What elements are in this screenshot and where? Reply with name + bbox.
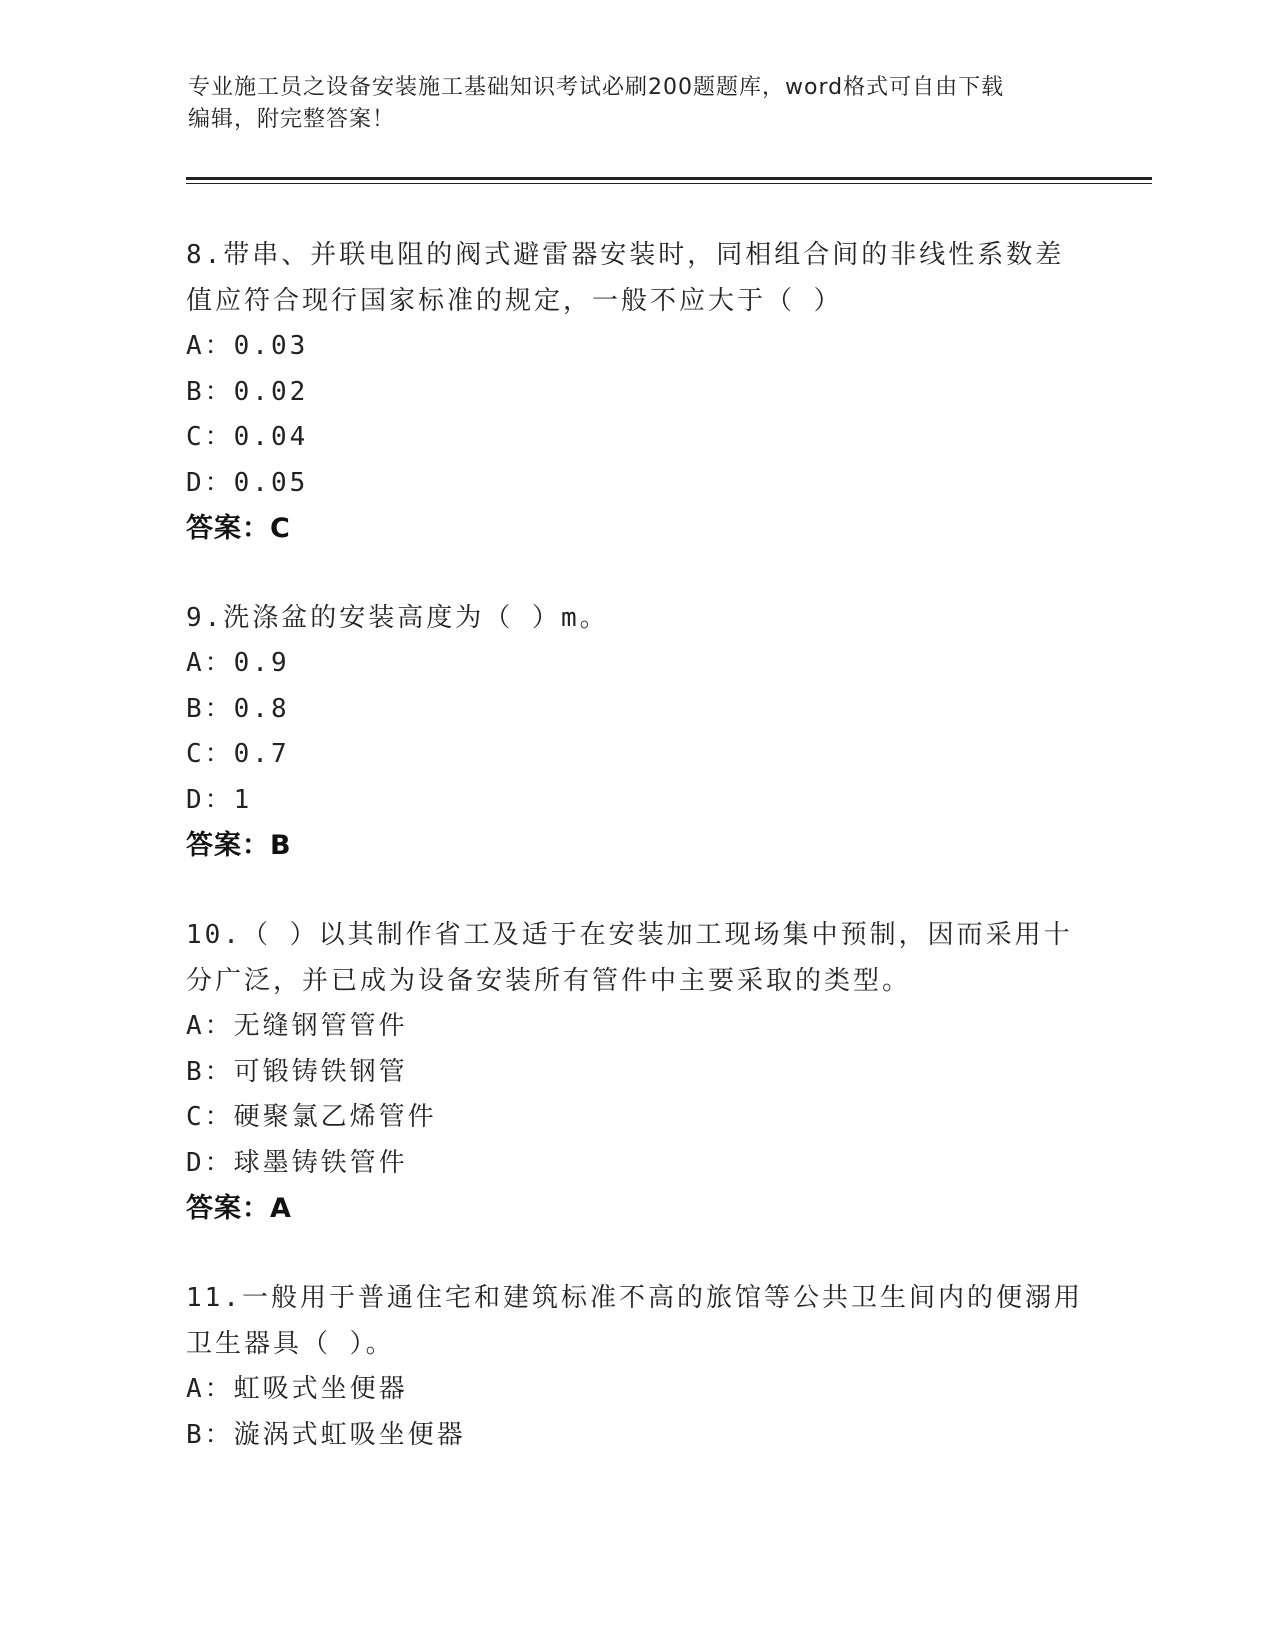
question-8 <box>186 232 1086 552</box>
option-a: A：0.9 <box>186 648 290 678</box>
question-11 <box>186 1275 1086 1458</box>
option-a: A：0.03 <box>186 331 309 361</box>
question-9 <box>186 595 1086 869</box>
question-text-line-1: 11.一般用于普通住宅和建筑标准不高的旅馆等公共卫生间内的便溺用 <box>186 1283 1083 1313</box>
option-d: D：0.05 <box>186 467 309 498</box>
header-title-line-1: 专业施工员之设备安装施工基础知识考试必刷200题题库，word格式可自由下载 <box>188 75 1005 100</box>
option-d: D：球墨铸铁管件 <box>186 1147 408 1178</box>
question-text-line-2: 分广泛，并已成为设备安装所有管件中主要采取的类型。 <box>186 966 912 996</box>
question-text-line-1: 8.带串、并联电阻的阀式避雷器安装时，同相组合间的非线性系数差 <box>186 240 1065 270</box>
header-title-line-2: 编辑，附完整答案！ <box>188 107 396 132</box>
question-text-line-2: 值应符合现行国家标准的规定，一般不应大于（ ） <box>186 286 843 316</box>
option-c: C：0.04 <box>186 422 309 452</box>
option-a: A：虹吸式坐便器 <box>186 1374 408 1404</box>
header-divider-thick <box>186 177 1152 180</box>
option-c: C：硬聚氯乙烯管件 <box>186 1102 437 1132</box>
option-b: B：漩涡式虹吸坐便器 <box>186 1419 466 1450</box>
question-10 <box>186 912 1086 1232</box>
header-divider-thin <box>186 183 1152 184</box>
option-a: A：无缝钢管管件 <box>186 1011 408 1041</box>
answer-label: 答案：A <box>186 1193 292 1224</box>
question-text-line-1: 9.洗涤盆的安装高度为（ ）m。 <box>186 603 609 633</box>
question-text-line-2: 卫生器具（ ）。 <box>186 1329 395 1359</box>
option-b: B：0.02 <box>186 376 309 407</box>
option-d: D：1 <box>186 784 253 815</box>
document-header <box>188 72 1068 136</box>
answer-label: 答案：B <box>186 830 292 861</box>
option-b: B：0.8 <box>186 693 290 724</box>
question-text-line-1: 10.（ ）以其制作省工及适于在安装加工现场集中预制，因而采用十 <box>186 920 1073 950</box>
answer-label: 答案：C <box>186 513 291 544</box>
option-c: C：0.7 <box>186 739 290 769</box>
question-list <box>186 232 1086 1501</box>
option-b: B：可锻铸铁钢管 <box>186 1056 408 1087</box>
